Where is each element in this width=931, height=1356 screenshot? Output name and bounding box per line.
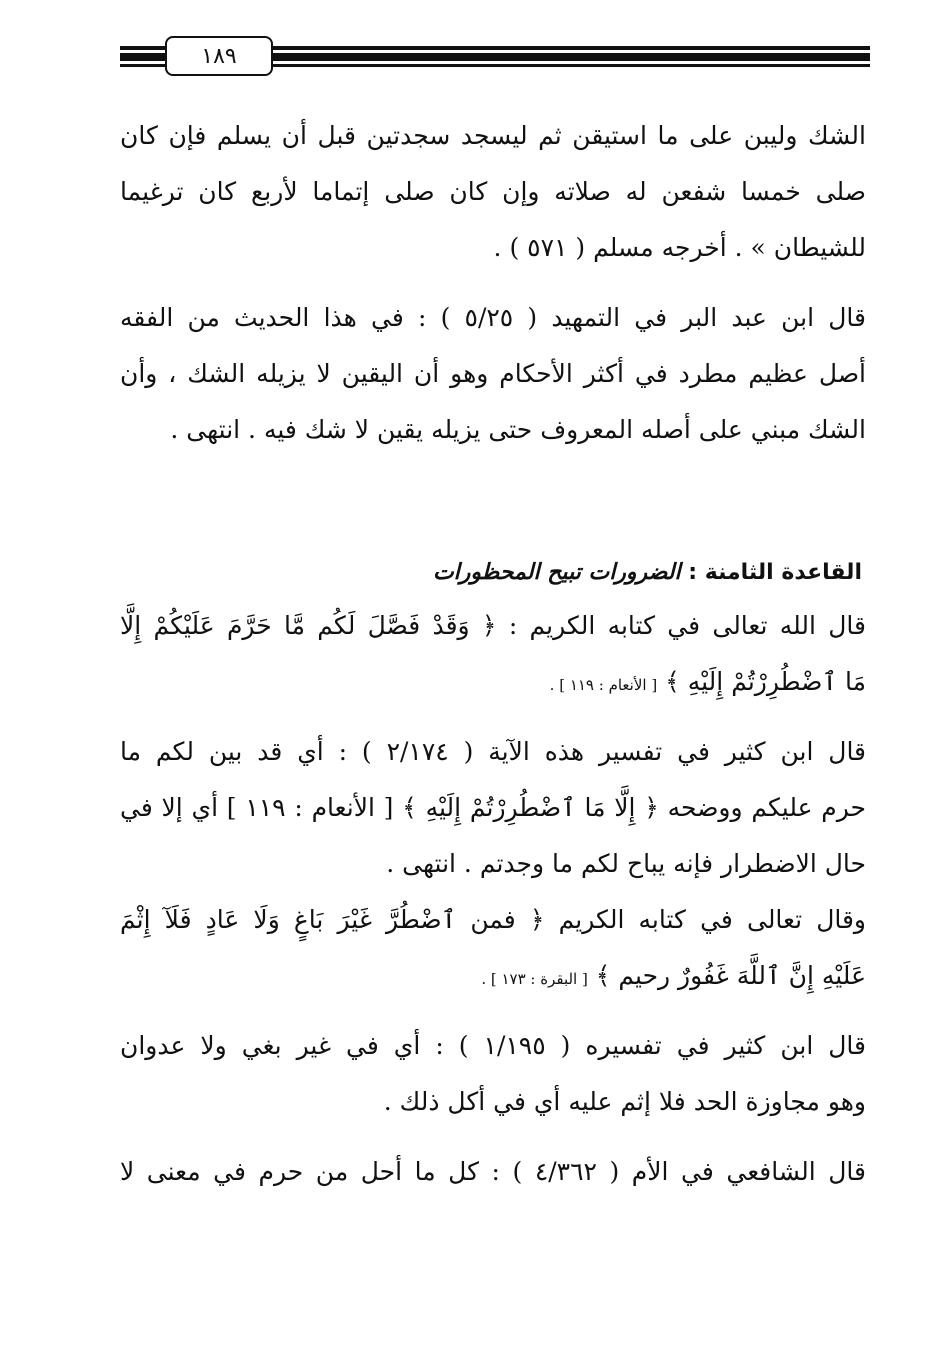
text-line: حرم عليكم ووضحه ﴿ إِلَّا مَا ٱضْطُرِرْتُمْ إِلَيْهِ ﴾ [ الأنعام : ١١٩ ] أي إلا في — [120, 793, 866, 822]
text-line: قال الشافعي في الأم ( ٤/٣٦٢ ) : كل ما أحل من حرم في معنى لا — [120, 1157, 866, 1186]
page-header — [120, 36, 870, 80]
text-line: قال الله تعالى في كتابه الكريم : ﴿ وَقَدْ فَصَّلَ لَكُم مَّا حَرَّمَ عَلَيْكُمْ إِلَّا — [120, 611, 866, 640]
text-line: وهو مجاوزة الحد فلا إثم عليه أي في أكل ذلك . — [383, 1087, 866, 1116]
section-label: القاعدة الثامنة : — [688, 560, 862, 585]
verse-reference: [ البقرة : ١٧٣ ] . — [481, 970, 588, 988]
paragraph-ibn-kathir-2 — [120, 1018, 866, 1130]
text-line — [120, 948, 866, 1004]
text-line: قال ابن كثير في تفسيره ( ١/١٩٥ ) : أي في غير بغي ولا عدوان — [120, 1031, 866, 1060]
page-body — [120, 108, 866, 1200]
text-line: أصل عظيم مطرد في أكثر الأحكام وهو أن اليقين لا يزيله الشك ، وأن — [120, 359, 866, 388]
paragraph-ibn-kathir-1 — [120, 724, 866, 892]
text-line: وقال تعالى في كتابه الكريم ﴿ فمن ٱضْطُرَّ غَيْرَ بَاغٍ وَلَا عَادٍ فَلَآ إِثْمَ — [120, 905, 866, 934]
verse-text: عَلَيْهِ إِنَّ ٱللَّهَ غَفُورٌ رحيم ﴾ — [595, 961, 866, 990]
section-title: الضرورات تبيح المحظورات — [432, 560, 681, 585]
text-line: قال ابن عبد البر في التمهيد ( ٥/٢٥ ) : في هذا الحديث من الفقه — [120, 303, 866, 332]
paragraph-quran-anam — [120, 598, 866, 710]
paragraph-shafii — [120, 1144, 866, 1200]
text-line: صلى خمسا شفعن له صلاته وإن كان صلى إتماما لأربع كان ترغيما — [120, 177, 866, 206]
text-line: حال الاضطرار فإنه يباح لكم ما وجدتم . انتهى . — [386, 849, 866, 878]
page-number: ١٨٩ — [165, 36, 273, 76]
verse-text: مَا ٱضْطُرِرْتُمْ إِلَيْهِ ﴾ — [665, 667, 866, 696]
verse-reference: [ الأنعام : ١١٩ ] . — [549, 676, 658, 694]
section-heading — [120, 548, 866, 598]
paragraph-quran-baqara — [120, 892, 866, 1004]
text-line: للشيطان » . أخرجه مسلم ( ٥٧١ ) . — [493, 233, 866, 262]
text-line — [120, 654, 866, 710]
text-line: قال ابن كثير في تفسير هذه الآية ( ٢/١٧٤ ) : أي قد بين لكم ما — [120, 737, 866, 766]
paragraph-hadith-end — [120, 108, 866, 276]
text-line: الشك مبني على أصله المعروف حتى يزيله يقين لا شك فيه . انتهى . — [170, 415, 866, 444]
text-line: الشك وليبن على ما استيقن ثم ليسجد سجدتين قبل أن يسلم فإن كان — [120, 121, 866, 150]
paragraph-ibn-abd-albarr — [120, 290, 866, 458]
